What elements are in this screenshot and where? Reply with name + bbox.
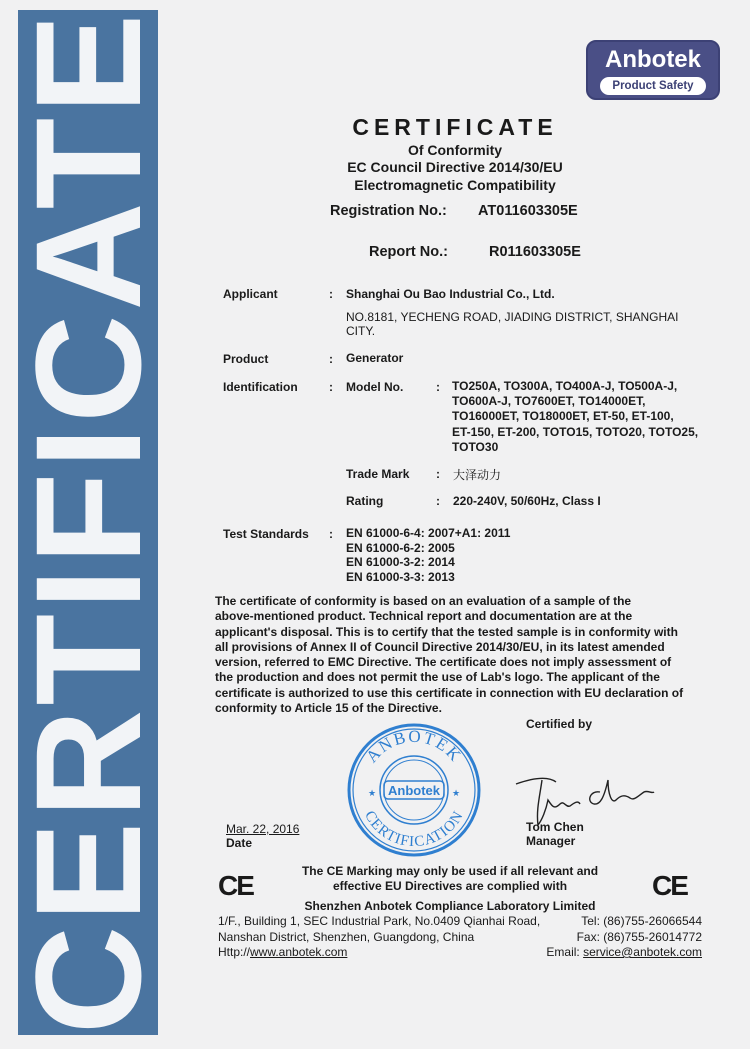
subtitle-emc: Electromagnetic Compatibility xyxy=(354,177,556,193)
model-line: TOTO30 xyxy=(452,439,499,454)
model-line: TO600A-J, TO7600ET, TO14000ET, xyxy=(452,394,646,409)
statement-line: The certificate of conformity is based on an evaluation of a sample of the xyxy=(215,594,632,608)
seal-center-text: Anbotek xyxy=(388,783,440,798)
report-label: Report No.: xyxy=(369,244,448,260)
ce-notice-line1: The CE Marking may only be used if all relevant and xyxy=(301,864,599,878)
seal-top-text: ANBOTEK xyxy=(362,726,466,767)
svg-text:★: ★ xyxy=(368,788,377,798)
statement-line: above-mentioned product. Technical report and documentation are at the xyxy=(215,609,633,624)
model-list xyxy=(452,379,698,455)
rating-separator: : xyxy=(436,494,440,508)
test-standards-separator: : xyxy=(329,527,333,541)
lab-fax: Fax: (86)755-26014772 xyxy=(576,930,702,944)
applicant-separator: : xyxy=(329,287,333,301)
email-link[interactable]: service@anbotek.com xyxy=(583,945,702,959)
product-value: Generator xyxy=(346,351,404,365)
website-prefix: Http:// xyxy=(218,945,251,959)
lab-website[interactable] xyxy=(218,945,347,959)
lab-address-line2: Nanshan District, Shenzhen, Guangdong, China xyxy=(218,930,475,944)
test-standard-item: EN 61000-6-2: 2005 xyxy=(346,540,455,555)
registration-label: Registration No.: xyxy=(330,203,447,219)
statement-line: all provisions of Annex II of Council Directive 2014/30/EU, in its latest amended xyxy=(215,639,665,654)
issue-date: Mar. 22, 2016 xyxy=(226,822,300,836)
statement-line: version, referred to EMC Directive. The certificate does not imply assessment of xyxy=(215,655,672,670)
logo-subtitle: Product Safety xyxy=(600,77,706,95)
side-band-text: CERTIFICATE xyxy=(4,9,172,1035)
trademark-separator: : xyxy=(436,467,440,481)
certification-seal xyxy=(346,722,482,858)
rating-value: 220-240V, 50/60Hz, Class I xyxy=(453,494,601,508)
certified-by-label: Certified by xyxy=(526,717,593,731)
svg-text:★: ★ xyxy=(452,788,461,798)
model-line: ET-150, ET-200, TOTO15, TOTO20, TOTO25, xyxy=(452,424,699,439)
test-standards-list xyxy=(346,526,510,584)
test-standard-item: EN 61000-6-4: 2007+A1: 2011 xyxy=(346,526,511,540)
ce-mark-right: CE xyxy=(652,870,687,901)
applicant-address-line1: NO.8181, YECHENG ROAD, JIADING DISTRICT, SHANGHAI xyxy=(346,310,679,324)
identification-separator: : xyxy=(329,380,333,394)
subtitle-conformity: Of Conformity xyxy=(407,142,503,158)
logo-name: Anbotek xyxy=(605,46,701,73)
conformity-statement xyxy=(215,594,703,716)
model-separator: : xyxy=(436,380,440,394)
website-link[interactable]: www.anbotek.com xyxy=(250,945,348,959)
anbotek-logo xyxy=(586,40,720,100)
certificate-title: CERTIFICATE xyxy=(352,114,558,140)
trademark-value: 大泽动力 xyxy=(453,468,502,482)
identification-label: Identification xyxy=(223,380,298,394)
test-standard-item: EN 61000-3-2: 2014 xyxy=(346,555,455,569)
signer-name: Tom Chen xyxy=(526,820,584,834)
model-label: Model No. xyxy=(346,380,404,394)
applicant-name: Shanghai Ou Bao Industrial Co., Ltd. xyxy=(346,287,555,301)
trademark-label: Trade Mark xyxy=(346,467,410,481)
test-standards-label: Test Standards xyxy=(223,527,309,541)
lab-name: Shenzhen Anbotek Compliance Laboratory Limited xyxy=(304,899,596,913)
subtitle-directive: EC Council Directive 2014/30/EU xyxy=(347,159,563,175)
lab-tel: Tel: (86)755-26066544 xyxy=(581,914,702,928)
email-label: Email: xyxy=(546,945,584,959)
applicant-label: Applicant xyxy=(223,287,278,301)
ce-mark-left: CE xyxy=(218,870,253,901)
lab-address-line1: 1/F., Building 1, SEC Industrial Park, No.0409 Qianhai Road, xyxy=(218,914,541,928)
product-label: Product xyxy=(223,352,269,366)
date-label: Date xyxy=(226,836,253,850)
applicant-address-line2: CITY. xyxy=(346,324,376,338)
seal-bottom-text: CERTIFICATION xyxy=(361,808,468,851)
statement-line: conformity to Article 15 of the Directive. xyxy=(215,701,442,716)
registration-number: AT011603305E xyxy=(478,203,578,219)
statement-line: the production and does not permit the use of Lab's logo. The applicant of the xyxy=(215,670,660,685)
report-number: R011603305E xyxy=(489,244,581,260)
model-line: TO16000ET, TO18000ET, ET-50, ET-100, xyxy=(452,409,674,424)
lab-email[interactable] xyxy=(546,945,702,959)
ce-notice-line2: effective EU Directives are complied with xyxy=(332,879,568,893)
statement-line: applicant's disposal. This is to certify that the tested sample is in conformity with xyxy=(215,624,678,639)
signer-title: Manager xyxy=(526,834,576,848)
statement-line: certificate is authorized to use this certificate in connection with EU declaration of xyxy=(215,685,684,700)
test-standard-item: EN 61000-3-3: 2013 xyxy=(346,569,455,584)
product-separator: : xyxy=(329,352,333,366)
model-line: TO250A, TO300A, TO400A-J, TO500A-J, xyxy=(452,379,678,393)
rating-label: Rating xyxy=(346,494,384,508)
side-band xyxy=(4,9,172,1035)
